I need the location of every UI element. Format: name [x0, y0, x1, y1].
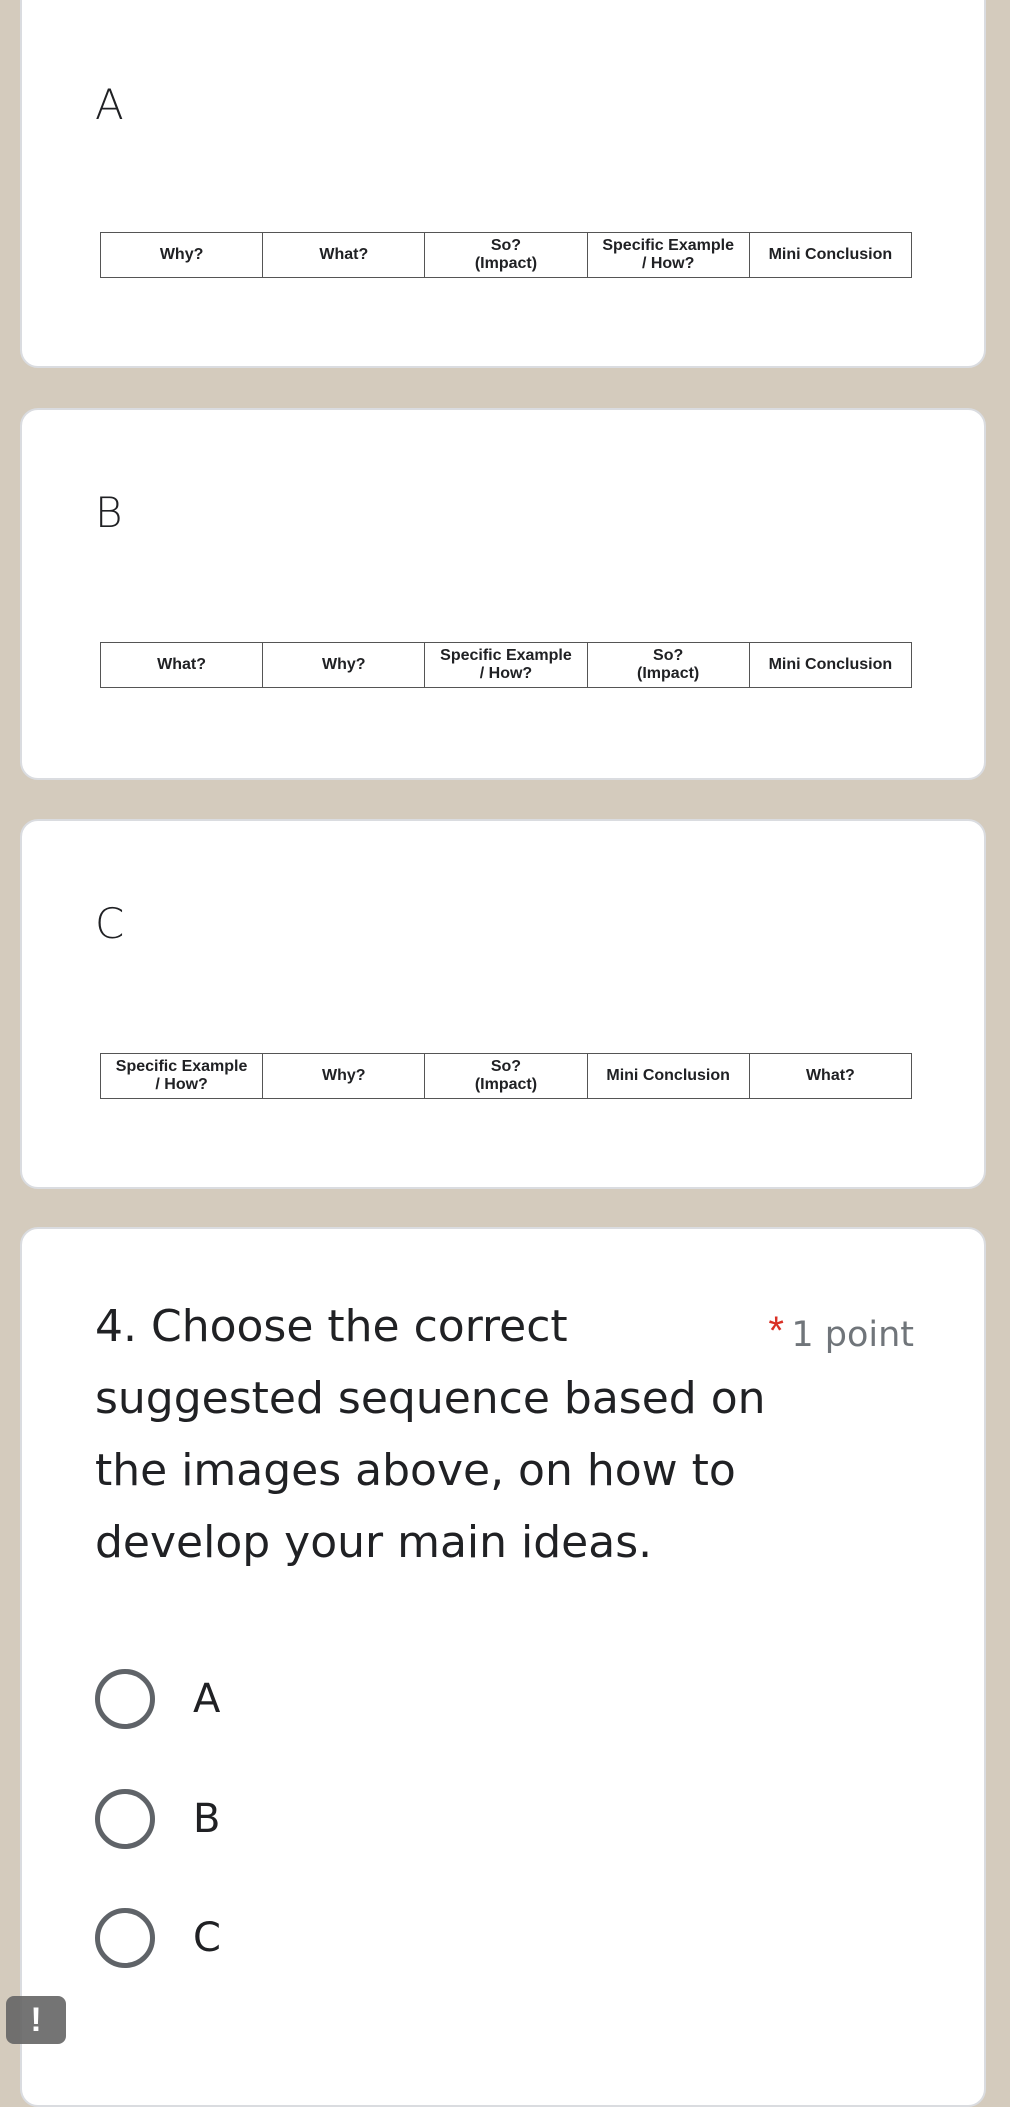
points-label: 1 point — [791, 1315, 914, 1355]
table-cell: Specific Example / How? — [425, 643, 587, 688]
image-card-b — [20, 408, 986, 780]
image-label: A — [95, 80, 124, 129]
table-cell: Mini Conclusion — [749, 643, 911, 688]
table-cell: What? — [263, 233, 425, 278]
table-cell: Why? — [263, 643, 425, 688]
exclamation-icon: ! — [30, 2001, 42, 2039]
image-label: C — [95, 899, 125, 948]
radio-label: B — [193, 1796, 221, 1842]
question-title: 4. Choose the correct suggested sequence based on the images above, on how to develop your main ideas. — [95, 1301, 766, 1568]
radio-circle-icon[interactable] — [95, 1789, 155, 1849]
radio-option-a[interactable] — [95, 1669, 220, 1729]
required-mark: * — [768, 1309, 784, 1353]
table-cell: Specific Example / How? — [587, 233, 749, 278]
image-label: B — [95, 488, 123, 537]
table-cell: Why? — [101, 233, 263, 278]
sequence-table — [100, 1053, 912, 1099]
radio-option-b[interactable] — [95, 1789, 220, 1849]
table-cell: So? (Impact) — [425, 1054, 587, 1099]
table-cell: So? (Impact) — [425, 233, 587, 278]
table-cell: So? (Impact) — [587, 643, 749, 688]
radio-label: C — [193, 1915, 221, 1961]
radio-label: A — [193, 1676, 221, 1722]
radio-circle-icon[interactable] — [95, 1669, 155, 1729]
sequence-table — [100, 232, 912, 278]
image-card-c — [20, 819, 986, 1189]
feedback-button[interactable] — [6, 1996, 66, 2044]
radio-circle-icon[interactable] — [95, 1908, 155, 1968]
table-cell: Why? — [263, 1054, 425, 1099]
table-cell: Specific Example / How? — [101, 1054, 263, 1099]
table-cell: What? — [101, 643, 263, 688]
table-cell: What? — [749, 1054, 911, 1099]
table-cell: Mini Conclusion — [587, 1054, 749, 1099]
question-card — [20, 1227, 986, 2107]
image-card-a — [20, 0, 986, 368]
radio-option-c[interactable] — [95, 1908, 221, 1968]
table-cell: Mini Conclusion — [749, 233, 911, 278]
sequence-table — [100, 642, 912, 688]
